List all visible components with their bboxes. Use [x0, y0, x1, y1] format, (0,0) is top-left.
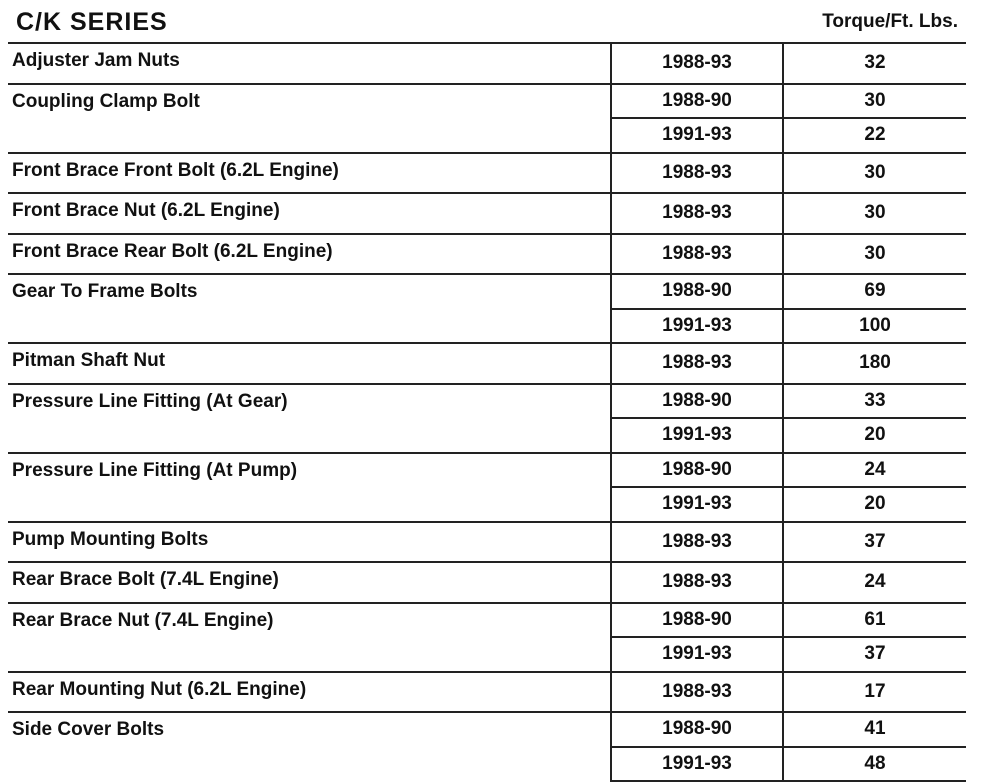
table-row: [8, 43, 966, 84]
torque-value: 37: [783, 522, 966, 563]
model-year: 1988-93: [611, 672, 783, 713]
component-name: Coupling Clamp Bolt: [8, 84, 611, 153]
table-row: [8, 522, 966, 563]
model-year: 1991-93: [611, 118, 783, 153]
component-name: Front Brace Nut (6.2L Engine): [8, 193, 611, 234]
model-year: 1988-93: [611, 234, 783, 275]
table-row: [8, 603, 966, 638]
component-name: Adjuster Jam Nuts: [8, 43, 611, 84]
component-name: Pitman Shaft Nut: [8, 343, 611, 384]
torque-column-header: Torque/Ft. Lbs.: [822, 11, 958, 32]
component-name: Side Cover Bolts: [8, 712, 611, 781]
torque-value: 41: [783, 712, 966, 747]
model-year: 1988-93: [611, 153, 783, 194]
model-year: 1988-90: [611, 84, 783, 119]
table-row: [8, 384, 966, 419]
torque-value: 24: [783, 453, 966, 488]
page-title: C/K SERIES: [16, 8, 168, 36]
table-row: [8, 193, 966, 234]
model-year: 1988-90: [611, 603, 783, 638]
torque-value: 48: [783, 747, 966, 782]
component-name: Rear Mounting Nut (6.2L Engine): [8, 672, 611, 713]
torque-value: 37: [783, 637, 966, 672]
model-year: 1991-93: [611, 309, 783, 344]
component-name: Pump Mounting Bolts: [8, 522, 611, 563]
component-name: Front Brace Front Bolt (6.2L Engine): [8, 153, 611, 194]
torque-value: 30: [783, 84, 966, 119]
torque-value: 180: [783, 343, 966, 384]
model-year: 1988-93: [611, 343, 783, 384]
component-name: Gear To Frame Bolts: [8, 274, 611, 343]
model-year: 1991-93: [611, 637, 783, 672]
table-row: [8, 672, 966, 713]
torque-value: 20: [783, 418, 966, 453]
table-row: [8, 343, 966, 384]
model-year: 1988-93: [611, 522, 783, 563]
model-year: 1991-93: [611, 747, 783, 782]
model-year: 1988-90: [611, 384, 783, 419]
model-year: 1991-93: [611, 418, 783, 453]
torque-value: 17: [783, 672, 966, 713]
model-year: 1988-93: [611, 193, 783, 234]
table-row: [8, 274, 966, 309]
table-row: [8, 453, 966, 488]
torque-value: 20: [783, 487, 966, 522]
model-year: 1988-90: [611, 274, 783, 309]
component-name: Rear Brace Nut (7.4L Engine): [8, 603, 611, 672]
table-row: [8, 712, 966, 747]
torque-value: 33: [783, 384, 966, 419]
torque-value: 61: [783, 603, 966, 638]
torque-value: 69: [783, 274, 966, 309]
table-row: [8, 84, 966, 119]
torque-value: 24: [783, 562, 966, 603]
torque-spec-table-body: [8, 43, 966, 781]
table-row: [8, 234, 966, 275]
component-name: Rear Brace Bolt (7.4L Engine): [8, 562, 611, 603]
torque-value: 30: [783, 234, 966, 275]
model-year: 1991-93: [611, 487, 783, 522]
torque-spec-table: [8, 42, 966, 782]
component-name: Front Brace Rear Bolt (6.2L Engine): [8, 234, 611, 275]
model-year: 1988-93: [611, 43, 783, 84]
model-year: 1988-90: [611, 453, 783, 488]
torque-value: 100: [783, 309, 966, 344]
torque-value: 32: [783, 43, 966, 84]
torque-value: 22: [783, 118, 966, 153]
table-row: [8, 562, 966, 603]
component-name: Pressure Line Fitting (At Gear): [8, 384, 611, 453]
torque-value: 30: [783, 153, 966, 194]
model-year: 1988-93: [611, 562, 783, 603]
component-name: Pressure Line Fitting (At Pump): [8, 453, 611, 522]
torque-value: 30: [783, 193, 966, 234]
model-year: 1988-90: [611, 712, 783, 747]
table-row: [8, 153, 966, 194]
